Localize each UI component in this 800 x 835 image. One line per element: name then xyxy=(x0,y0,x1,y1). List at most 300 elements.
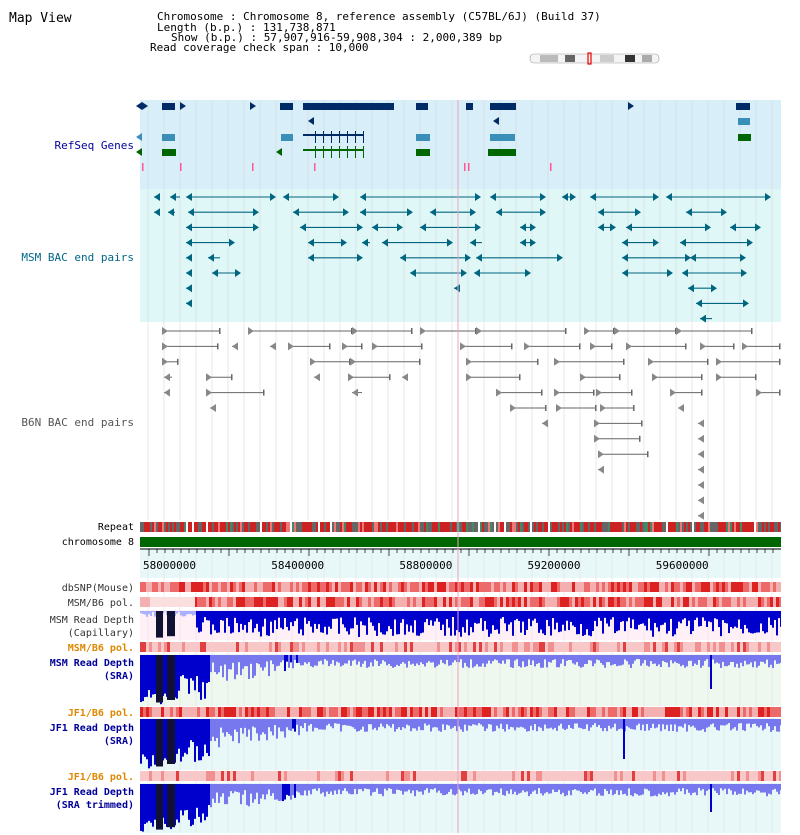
depth-bar xyxy=(746,655,748,665)
depth-bar xyxy=(748,784,750,792)
jf1-b6-pol-track-2[interactable] xyxy=(140,771,782,781)
depth-bar xyxy=(296,611,298,619)
repeat-block xyxy=(770,522,772,532)
depth-bar xyxy=(652,719,654,724)
heat-cell xyxy=(770,642,773,652)
depth-bar xyxy=(296,655,298,663)
pair-end xyxy=(641,420,643,426)
depth-bar xyxy=(258,611,260,632)
heat-cell xyxy=(242,597,245,607)
depth-bar xyxy=(204,719,206,745)
depth-bar xyxy=(624,655,626,659)
repeat-block xyxy=(258,522,260,532)
depth-bar xyxy=(744,655,746,661)
depth-bar xyxy=(244,611,246,625)
depth-bar xyxy=(714,611,716,618)
heat-cell xyxy=(308,771,311,781)
heat-cell xyxy=(224,707,227,717)
heat-cell xyxy=(311,582,314,592)
depth-bar xyxy=(218,784,220,803)
depth-bar xyxy=(250,655,252,664)
heat-cell xyxy=(641,771,644,781)
depth-bar xyxy=(492,784,494,795)
depth-bar xyxy=(306,655,308,664)
depth-bar xyxy=(276,655,278,666)
repeat-block xyxy=(144,522,146,532)
repeat-block xyxy=(318,522,320,532)
msm-b6-pol-track[interactable] xyxy=(140,597,782,607)
repeat-block xyxy=(336,522,338,532)
depth-bar xyxy=(688,611,690,621)
heat-cell xyxy=(452,582,455,592)
depth-bar xyxy=(180,611,182,615)
heat-cell xyxy=(254,707,257,717)
repeat-track[interactable] xyxy=(140,522,782,532)
depth-bar xyxy=(570,655,572,660)
heat-cell xyxy=(413,771,416,781)
depth-bar xyxy=(492,719,494,732)
repeat-block xyxy=(186,522,188,532)
heat-cell xyxy=(515,582,518,592)
heat-cell xyxy=(383,642,386,652)
depth-bar xyxy=(394,719,396,732)
heat-cell xyxy=(323,582,326,592)
depth-bar xyxy=(204,611,206,617)
depth-bar xyxy=(276,719,278,739)
depth-peak xyxy=(156,655,163,703)
heat-cell xyxy=(494,771,497,781)
heat-cell xyxy=(632,642,635,652)
depth-bar xyxy=(750,784,752,792)
depth-bar xyxy=(410,719,412,731)
depth-bar xyxy=(558,719,560,726)
heat-cell xyxy=(149,771,152,781)
heat-cell xyxy=(542,597,545,607)
depth-bar xyxy=(384,611,386,635)
heat-cell xyxy=(476,597,479,607)
repeat-block xyxy=(190,522,192,532)
repeat-block xyxy=(314,522,316,532)
repeat-block xyxy=(412,522,414,532)
depth-bar xyxy=(584,719,586,729)
depth-bar xyxy=(218,655,220,672)
depth-bar xyxy=(222,611,224,621)
depth-bar xyxy=(312,784,314,789)
depth-bar xyxy=(304,719,306,723)
heat-cell xyxy=(629,771,632,781)
depth-bar xyxy=(240,611,242,624)
heat-cell xyxy=(434,771,437,781)
depth-bar xyxy=(604,719,606,728)
repeat-block xyxy=(484,522,486,532)
depth-bar xyxy=(708,655,710,667)
heat-cell xyxy=(551,597,554,607)
depth-bar xyxy=(260,611,262,636)
dbsnp-heat-track[interactable] xyxy=(140,582,782,592)
depth-bar xyxy=(278,784,280,801)
heat-cell xyxy=(350,771,353,781)
depth-bar xyxy=(656,784,658,796)
heat-cell xyxy=(173,707,176,717)
depth-bar xyxy=(226,784,228,804)
depth-bar xyxy=(342,784,344,791)
depth-bar xyxy=(146,655,148,697)
depth-bar xyxy=(574,719,576,724)
depth-bar xyxy=(518,655,520,666)
depth-bar xyxy=(526,655,528,666)
depth-bar xyxy=(668,719,670,731)
depth-bar xyxy=(660,655,662,667)
heat-cell xyxy=(719,597,722,607)
heat-cell xyxy=(563,707,566,717)
depth-bar xyxy=(674,611,676,634)
depth-bar xyxy=(462,611,464,627)
heat-cell xyxy=(578,707,581,717)
depth-bar xyxy=(672,611,674,636)
heat-cell xyxy=(446,582,449,592)
depth-bar xyxy=(686,611,688,626)
depth-bar xyxy=(690,719,692,727)
repeat-block xyxy=(724,522,726,532)
heat-cell xyxy=(362,707,365,717)
repeat-block xyxy=(568,522,570,532)
depth-bar xyxy=(692,784,694,793)
repeat-block xyxy=(754,522,756,532)
depth-bar xyxy=(578,719,580,728)
depth-bar xyxy=(210,655,212,672)
pair-end xyxy=(595,405,597,411)
depth-bar xyxy=(152,655,154,695)
snp-mark xyxy=(464,163,466,171)
depth-bar xyxy=(444,719,446,730)
repeat-block xyxy=(252,522,254,532)
depth-bar xyxy=(626,784,628,796)
depth-bar xyxy=(236,784,238,792)
depth-bar xyxy=(644,784,646,789)
depth-bar xyxy=(434,784,436,788)
depth-bar xyxy=(242,611,244,630)
depth-bar xyxy=(614,655,616,664)
repeat-block xyxy=(312,522,314,532)
depth-bar xyxy=(570,719,572,728)
heat-cell xyxy=(488,582,491,592)
pair-end xyxy=(389,374,391,380)
depth-bar xyxy=(194,611,196,615)
heat-cell xyxy=(419,642,422,652)
depth-bar xyxy=(598,655,600,660)
depth-bar xyxy=(696,655,698,665)
depth-bar xyxy=(466,655,468,666)
depth-bar xyxy=(452,655,454,662)
depth-bar xyxy=(306,611,308,624)
depth-bar xyxy=(392,611,394,636)
depth-bar xyxy=(408,611,410,632)
depth-bar xyxy=(342,611,344,624)
depth-bar xyxy=(704,611,706,621)
heat-cell xyxy=(197,771,200,781)
heat-cell xyxy=(698,597,701,607)
repeat-block xyxy=(164,522,166,532)
heat-cell xyxy=(206,597,209,607)
depth-bar xyxy=(272,655,274,664)
heat-cell xyxy=(515,597,518,607)
depth-bar xyxy=(244,719,246,728)
depth-bar xyxy=(520,611,522,633)
pair-end xyxy=(329,343,331,349)
depth-bar xyxy=(466,719,468,731)
repeat-block xyxy=(222,522,224,532)
heat-cell xyxy=(563,642,566,652)
heat-cell xyxy=(764,707,767,717)
depth-bar xyxy=(540,611,542,630)
heat-cell xyxy=(278,597,281,607)
depth-bar xyxy=(334,719,336,723)
repeat-block xyxy=(192,522,194,532)
depth-bar xyxy=(572,655,574,663)
depth-bar xyxy=(552,784,554,790)
heat-cell xyxy=(512,642,515,652)
heat-cell xyxy=(146,642,149,652)
depth-bar xyxy=(284,719,286,738)
chromosome-bar[interactable] xyxy=(140,537,781,547)
depth-bar xyxy=(412,655,414,664)
heat-cell xyxy=(503,597,506,607)
repeat-block xyxy=(282,522,284,532)
depth-bar xyxy=(674,655,676,662)
repeat-block xyxy=(548,522,550,532)
depth-bar xyxy=(620,611,622,622)
heat-cell xyxy=(473,707,476,717)
depth-bar xyxy=(498,784,500,793)
depth-bar xyxy=(652,655,654,664)
heat-cell xyxy=(527,597,530,607)
heat-cell xyxy=(731,707,734,717)
depth-bar xyxy=(576,719,578,723)
heat-cell xyxy=(170,707,173,717)
depth-bar xyxy=(306,784,308,796)
depth-bar xyxy=(314,784,316,789)
heat-cell xyxy=(329,642,332,652)
repeat-block xyxy=(424,522,426,532)
depth-bar xyxy=(210,611,212,634)
exon-mark xyxy=(355,146,356,158)
depth-bar xyxy=(678,719,680,726)
depth-bar xyxy=(514,655,516,660)
depth-bar xyxy=(406,611,408,624)
depth-bar xyxy=(180,719,182,762)
snp-mark xyxy=(314,163,316,171)
heat-cell xyxy=(206,582,209,592)
depth-bar xyxy=(702,655,704,666)
heat-cell xyxy=(482,642,485,652)
depth-bar xyxy=(632,719,634,729)
heat-cell xyxy=(395,597,398,607)
label-msm-depth-sra-2: (SRA) xyxy=(103,671,134,682)
heat-cell xyxy=(299,642,302,652)
depth-bar xyxy=(232,611,234,633)
repeat-block xyxy=(574,522,576,532)
repeat-block xyxy=(362,522,364,532)
depth-bar xyxy=(670,719,672,725)
depth-bar xyxy=(550,611,552,636)
heat-cell xyxy=(326,771,329,781)
depth-bar xyxy=(144,784,146,824)
heat-cell xyxy=(539,597,542,607)
heat-cell xyxy=(149,642,152,652)
heat-cell xyxy=(407,642,410,652)
heat-cell xyxy=(575,771,578,781)
heat-cell xyxy=(716,597,719,607)
heat-cell xyxy=(281,597,284,607)
chromosome-ideogram[interactable] xyxy=(530,53,659,64)
heat-cell xyxy=(518,707,521,717)
depth-bar xyxy=(694,611,696,620)
depth-bar xyxy=(606,719,608,731)
depth-bar xyxy=(480,611,482,618)
gene-feature xyxy=(416,103,428,110)
depth-bar xyxy=(330,719,332,726)
heat-cell xyxy=(743,582,746,592)
depth-bar xyxy=(352,655,354,661)
heat-cell xyxy=(446,597,449,607)
heat-cell xyxy=(416,597,419,607)
heat-cell xyxy=(239,597,242,607)
depth-bar xyxy=(728,655,730,665)
depth-bar xyxy=(586,611,588,629)
heat-cell xyxy=(239,771,242,781)
heat-cell xyxy=(308,597,311,607)
depth-bar xyxy=(288,655,290,668)
depth-bar xyxy=(554,611,556,629)
repeat-block xyxy=(240,522,242,532)
depth-bar xyxy=(180,784,182,810)
heat-cell xyxy=(644,642,647,652)
heat-cell xyxy=(293,642,296,652)
repeat-block xyxy=(198,522,200,532)
pair-end xyxy=(177,359,179,365)
heat-cell xyxy=(620,582,623,592)
repeat-block xyxy=(326,522,328,532)
repeat-block xyxy=(436,522,438,532)
depth-bar xyxy=(188,655,190,694)
depth-bar xyxy=(474,719,476,725)
depth-bar xyxy=(300,784,302,795)
heat-cell xyxy=(305,597,308,607)
depth-bar xyxy=(196,719,198,746)
depth-bar xyxy=(150,611,152,616)
depth-bar xyxy=(242,784,244,795)
depth-bar xyxy=(624,784,626,794)
depth-bar xyxy=(372,611,374,626)
depth-bar xyxy=(410,611,412,626)
heat-cell xyxy=(449,707,452,717)
depth-bar xyxy=(640,611,642,624)
heat-cell xyxy=(689,642,692,652)
depth-bar xyxy=(772,784,774,790)
heat-cell xyxy=(566,771,569,781)
depth-bar xyxy=(382,611,384,634)
repeat-block xyxy=(744,522,746,532)
pair-end xyxy=(647,451,649,457)
depth-bar xyxy=(774,784,776,789)
heat-cell xyxy=(515,707,518,717)
depth-bar xyxy=(236,611,238,623)
depth-bar xyxy=(362,719,364,727)
depth-bar xyxy=(392,719,394,724)
depth-bar xyxy=(438,719,440,731)
repeat-block xyxy=(668,522,670,532)
depth-bar xyxy=(258,655,260,664)
depth-bar xyxy=(730,655,732,662)
depth-bar xyxy=(394,655,396,667)
heat-cell xyxy=(749,597,752,607)
repeat-block xyxy=(328,522,330,532)
heat-cell xyxy=(389,642,392,652)
heat-cell xyxy=(314,642,317,652)
heat-cell xyxy=(530,771,533,781)
repeat-block xyxy=(468,522,470,532)
heat-cell xyxy=(446,707,449,717)
depth-bar xyxy=(368,611,370,618)
pair-end xyxy=(701,374,703,380)
axis-tick-label: 58800000 xyxy=(399,559,453,572)
msm-b6-pol-track-2[interactable] xyxy=(140,642,782,652)
depth-bar xyxy=(546,611,548,620)
depth-bar xyxy=(606,784,608,791)
heat-cell xyxy=(731,642,734,652)
heat-cell xyxy=(440,597,443,607)
repeat-block xyxy=(262,522,264,532)
jf1-b6-pol-track[interactable] xyxy=(140,707,782,717)
depth-bar xyxy=(584,784,586,792)
depth-bar xyxy=(498,719,500,728)
depth-bar xyxy=(446,784,448,794)
heat-cell xyxy=(632,771,635,781)
repeat-block xyxy=(596,522,598,532)
depth-bar xyxy=(638,611,640,625)
depth-bar xyxy=(638,719,640,724)
depth-bar xyxy=(624,611,626,631)
depth-bar xyxy=(648,784,650,791)
heat-cell xyxy=(533,582,536,592)
repeat-block xyxy=(594,522,596,532)
heat-cell xyxy=(146,771,149,781)
heat-cell xyxy=(509,597,512,607)
heat-cell xyxy=(395,771,398,781)
heat-cell xyxy=(647,771,650,781)
depth-bar xyxy=(468,611,470,635)
depth-bar xyxy=(300,611,302,629)
heat-cell xyxy=(452,771,455,781)
depth-bar xyxy=(326,719,328,725)
heat-cell xyxy=(740,771,743,781)
depth-bar xyxy=(450,719,452,729)
pair-end xyxy=(511,343,513,349)
heat-cell xyxy=(518,582,521,592)
depth-bar xyxy=(192,719,194,742)
heat-cell xyxy=(512,771,515,781)
depth-bar xyxy=(346,655,348,664)
depth-bar xyxy=(612,719,614,727)
heat-cell xyxy=(440,642,443,652)
heat-cell xyxy=(704,582,707,592)
heat-cell xyxy=(359,771,362,781)
depth-bar xyxy=(218,719,220,747)
depth-bar xyxy=(750,719,752,728)
repeat-block xyxy=(160,522,162,532)
depth-bar xyxy=(358,655,360,662)
depth-bar xyxy=(428,719,430,725)
